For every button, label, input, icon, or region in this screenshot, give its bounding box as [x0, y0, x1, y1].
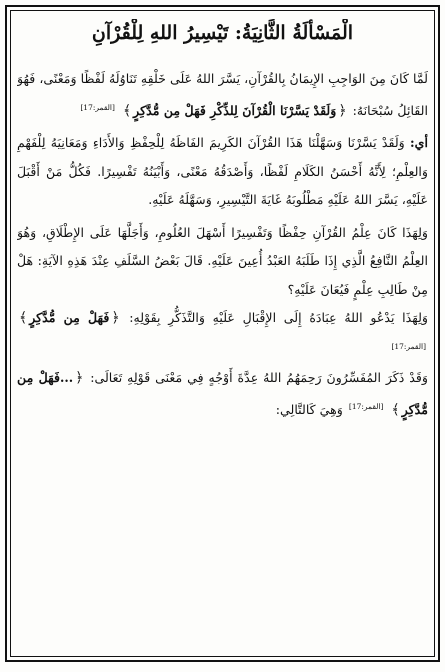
paragraph-4	[17, 304, 428, 364]
verse-2-reference: [القمر:17]	[391, 341, 426, 351]
paragraph-5-tail: وَهِيَ كَالتَّالِي:	[275, 402, 343, 418]
paragraph-2-lead: أي:	[410, 135, 428, 151]
verse-open-ornament: ﴿	[111, 310, 120, 327]
paragraph-5-text: وَقَدْ ذَكَرَ المُفَسِّرُونَ رَحِمَهُمُ اللهُ عِدَّةَ أَوْجُهٍ فِي مَعْنَى قَوْلِهِ تَعَالَى:	[90, 370, 428, 386]
verse-3: ...فَهَلْ مِن مُّدَّكِرٍ	[17, 370, 428, 418]
paragraph-3-text: وَلِهَذَا كَانَ عِلْمُ القُرْآنِ حِفْظًا وَتَفْسِيرًا أَسْهَلَ العُلُومِ، وَأَجَلَّهَا عَلَى الإِطْلَاقِ، وَهُوَ العِلْمُ النَّافِعُ الَّذِي إِذَا طَلَبَهُ العَبْدُ أُعِينَ عَلَيْهِ. قَالَ بَعْضُ السَّلَفِ عِنْدَ هَذِهِ الآيَةِ: هَلْ مِنْ طَالِبِ عِلْمٍ فَيُعَانَ عَلَيْهِ؟	[17, 224, 428, 297]
paragraph-2	[17, 129, 428, 215]
verse-close-ornament: ﴾	[122, 102, 132, 119]
page	[5, 5, 440, 662]
verse-close-ornament: ﴾	[391, 402, 400, 419]
paragraph-4-text: وَلِهَذَا يَدْعُو اللهُ عِبَادَهُ إِلَى الإِقْبَالِ عَلَيْهِ وَالتَّذَكُّرِ بِقَوْلِهِ:	[129, 310, 428, 326]
verse-3-reference: [القمر:17]	[348, 401, 384, 411]
verse-2: فَهَلْ مِن مُّدَّكِرٍ	[29, 310, 110, 326]
paragraph-1	[17, 65, 428, 125]
verse-close-ornament: ﴾	[19, 310, 28, 327]
verse-1-reference: [القمر:17]	[80, 102, 115, 112]
paragraph-1-text: لَمَّا كَانَ مِنَ الوَاجِبِ الإِيمَانُ بِالقُرْآنِ، يَسَّرَ اللهُ عَلَى خَلْقِهِ تَنَاوُلَهُ لَفْظًا وَمَعْنًى، فَهُوَ القَائِلُ سُبْحَانَهُ:	[17, 71, 428, 118]
paragraph-3	[17, 219, 428, 305]
paragraph-5	[17, 364, 428, 424]
section-title: الْمَسْأَلَةُ الثَّانِيَةُ: تَيْسِيرُ اللهِ لِلْقُرْآنِ	[91, 22, 354, 44]
paragraph-2-text: وَلَقَدْ يَسَّرْنَا وَسَهَّلْنَا هَذَا القُرْآنَ الكَرِيمَ الفَاظَهُ لِلْحِفْظِ وَالأَدَاءِ وَمَعَانِيَهُ لِلْفَهْمِ وَالعِلْمِ؛ لِأَنَّهُ أَحْسَنُ الكَلَامِ لَفْظًا، وَأَصْدَقُهُ مَعْنًى، وَأَبْيَنُهُ تَفْسِيرًا. فَكُلُّ مَنْ أَقْبَلَ عَلَيْهِ، يَسَّرَ اللهُ عَلَيْهِ مَطْلُوبَهُ غَايَةَ التَّيْسِيرِ، وَسَهَّلَهُ عَلَيْهِ.	[17, 135, 428, 208]
verse-open-ornament: ﴿	[75, 370, 84, 387]
verse-1: وَلَقَدْ يَسَّرْنَا الْقُرْآنَ لِلذِّكْرِ فَهَلْ مِن مُّدَّكِرٍ	[133, 102, 337, 118]
verse-open-ornament: ﴿	[338, 102, 347, 119]
page-content	[17, 19, 428, 652]
